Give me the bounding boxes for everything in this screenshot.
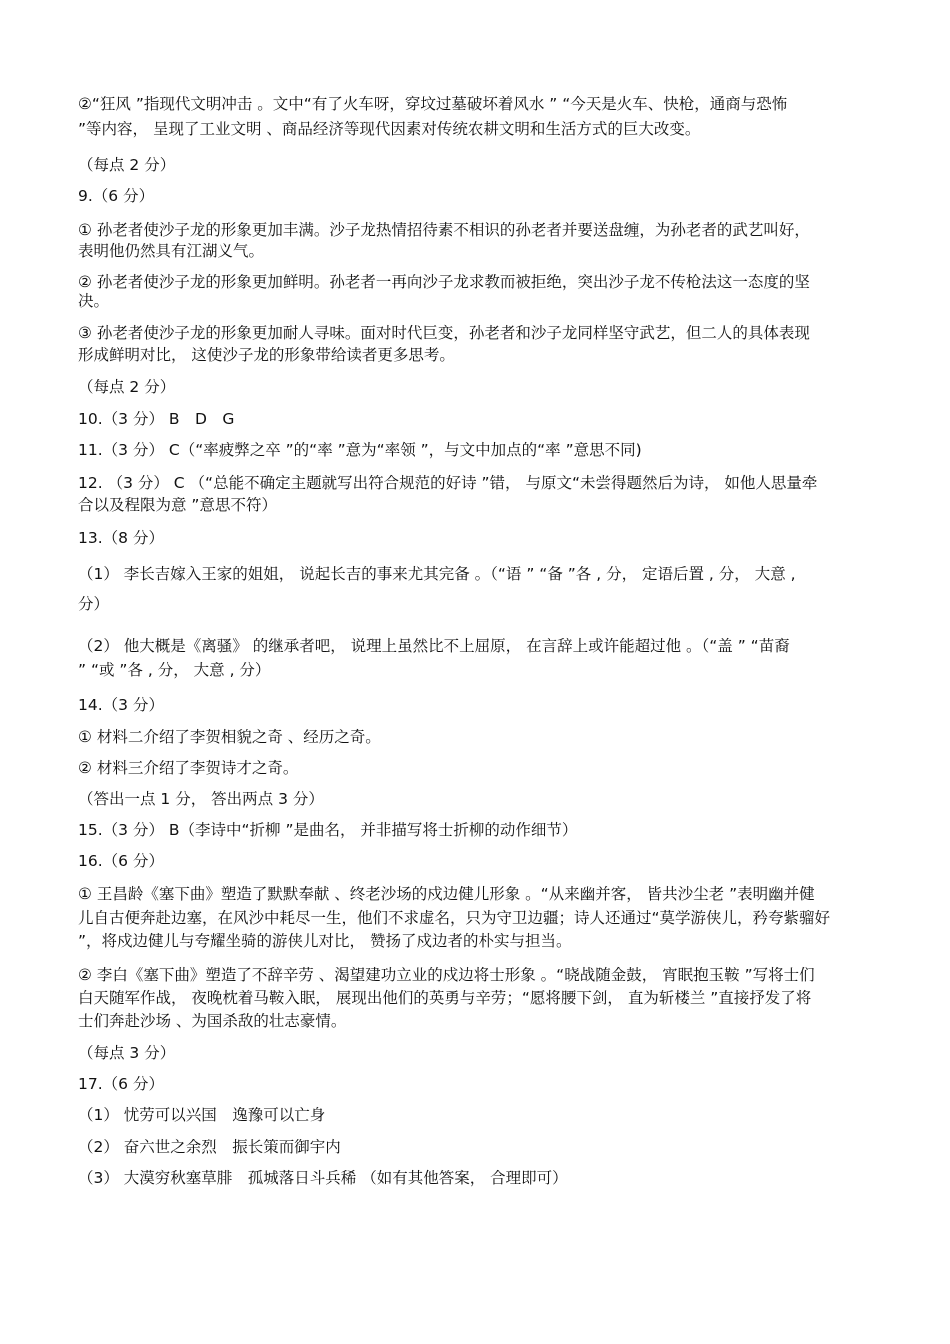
text-line: ③ 孙老者使沙子龙的形象更加耐人寻味。面对时代巨变，孙老者和沙子龙同样坚守武艺，但二人的具体表现 <box>78 324 810 342</box>
text-line: 决。 <box>78 292 110 310</box>
text-line: ① 孙老者使沙子龙的形象更加丰满。沙子龙热情招待素不相识的孙老者并要送盘缠，为孙老者的武艺叫好， <box>78 221 810 239</box>
text-line: ” “或 ”各 , 分， 大意 , 分） <box>78 661 271 679</box>
text-line: 儿自古便奔赴边塞，在风沙中耗尽一生，他们不求虚名，只为守卫边疆；诗人还通过“莫学游侠儿，矜夸紫骝好 <box>78 909 831 927</box>
text-line: 11.（3 分） C（“率疲弊之卒 ”的“率 ”意为“率领 ”，与文中加点的“率 ”意思不同) <box>78 441 642 459</box>
text-line: 16.（6 分） <box>78 852 164 870</box>
text-line: ② 李白《塞下曲》塑造了不辞辛劳 、渴望建功立业的戍边将士形象 。“晓战随金鼓， 宵眠抱玉鞍 ”写将士们 <box>78 966 815 984</box>
text-line: ”等内容， 呈现了工业文明 、商品经济等现代因素对传统农耕文明和生活方式的巨大改变。 <box>78 120 701 138</box>
text-line: （1） 忧劳可以兴国 逸豫可以亡身 <box>78 1106 326 1124</box>
text-line: ① 王昌龄《塞下曲》塑造了默默奉献 、终老沙场的戍边健儿形象 。“从来幽并客， 皆共沙尘老 ”表明幽并健 <box>78 885 815 903</box>
text-line: （1） 李长吉嫁入王家的姐姐， 说起长吉的事来尤其完备 。（“语 ” “备 ”各 , 分， 定语后置 , 分， 大意 , <box>78 565 796 583</box>
text-line: （每点 2 分） <box>78 156 176 174</box>
text-line: 9.（6 分） <box>78 187 155 205</box>
text-line: ”，将戍边健儿与夸耀坐骑的游侠儿对比， 赞扬了戍边者的朴实与担当。 <box>78 932 572 950</box>
text-line: （2） 奋六世之余烈 振长策而御宇内 <box>78 1138 341 1156</box>
text-line: 形成鲜明对比， 这使沙子龙的形象带给读者更多思考。 <box>78 346 455 364</box>
text-line: 17.（6 分） <box>78 1075 164 1093</box>
text-line: ② 材料三介绍了李贺诗才之奇。 <box>78 759 299 777</box>
text-line: （2） 他大概是《离骚》 的继承者吧， 说理上虽然比不上屈原， 在言辞上或许能超过他 。（“盖 ” “苗裔 <box>78 637 790 655</box>
text-line: ① 材料二介绍了李贺相貌之奇 、经历之奇。 <box>78 728 381 746</box>
text-line: 10.（3 分） B D G <box>78 410 235 428</box>
text-line: （每点 2 分） <box>78 378 176 396</box>
text-line: 15.（3 分） B（李诗中“折柳 ”是曲名， 并非描写将士折柳的动作细节） <box>78 821 578 839</box>
text-line: 白天随军作战， 夜晚枕着马鞍入眠， 展现出他们的英勇与辛劳；“愿将腰下剑， 直为斩楼兰 ”直接抒发了将 <box>78 989 812 1007</box>
text-line: ②“狂风 ”指现代文明冲击 。文中“有了火车呀，穿坟过墓破坏着风水 ” “今天是火车、快枪，通商与恐怖 <box>78 95 788 113</box>
text-line: 13.（8 分） <box>78 529 164 547</box>
text-line: （每点 3 分） <box>78 1044 176 1062</box>
text-line: 14.（3 分） <box>78 696 164 714</box>
text-line: 12. （3 分） C （“总能不确定主题就写出符合规范的好诗 ”错， 与原文“未尝得题然后为诗， 如他人思量牵 <box>78 474 818 492</box>
text-line: 合以及程限为意 ”意思不符） <box>78 496 277 514</box>
text-line: （3） 大漠穷秋塞草腓 孤城落日斗兵稀 （如有其他答案， 合理即可） <box>78 1169 568 1187</box>
text-line: 分） <box>78 595 110 613</box>
text-line: 士们奔赴沙场 、为国杀敌的壮志豪情。 <box>78 1012 347 1030</box>
text-line: 表明他仍然具有江湖义气。 <box>78 242 265 260</box>
text-line: ② 孙老者使沙子龙的形象更加鲜明。孙老者一再向沙子龙求教而被拒绝，突出沙子龙不传枪法这一态度的坚 <box>78 273 810 291</box>
text-line: （答出一点 1 分， 答出两点 3 分） <box>78 790 324 808</box>
